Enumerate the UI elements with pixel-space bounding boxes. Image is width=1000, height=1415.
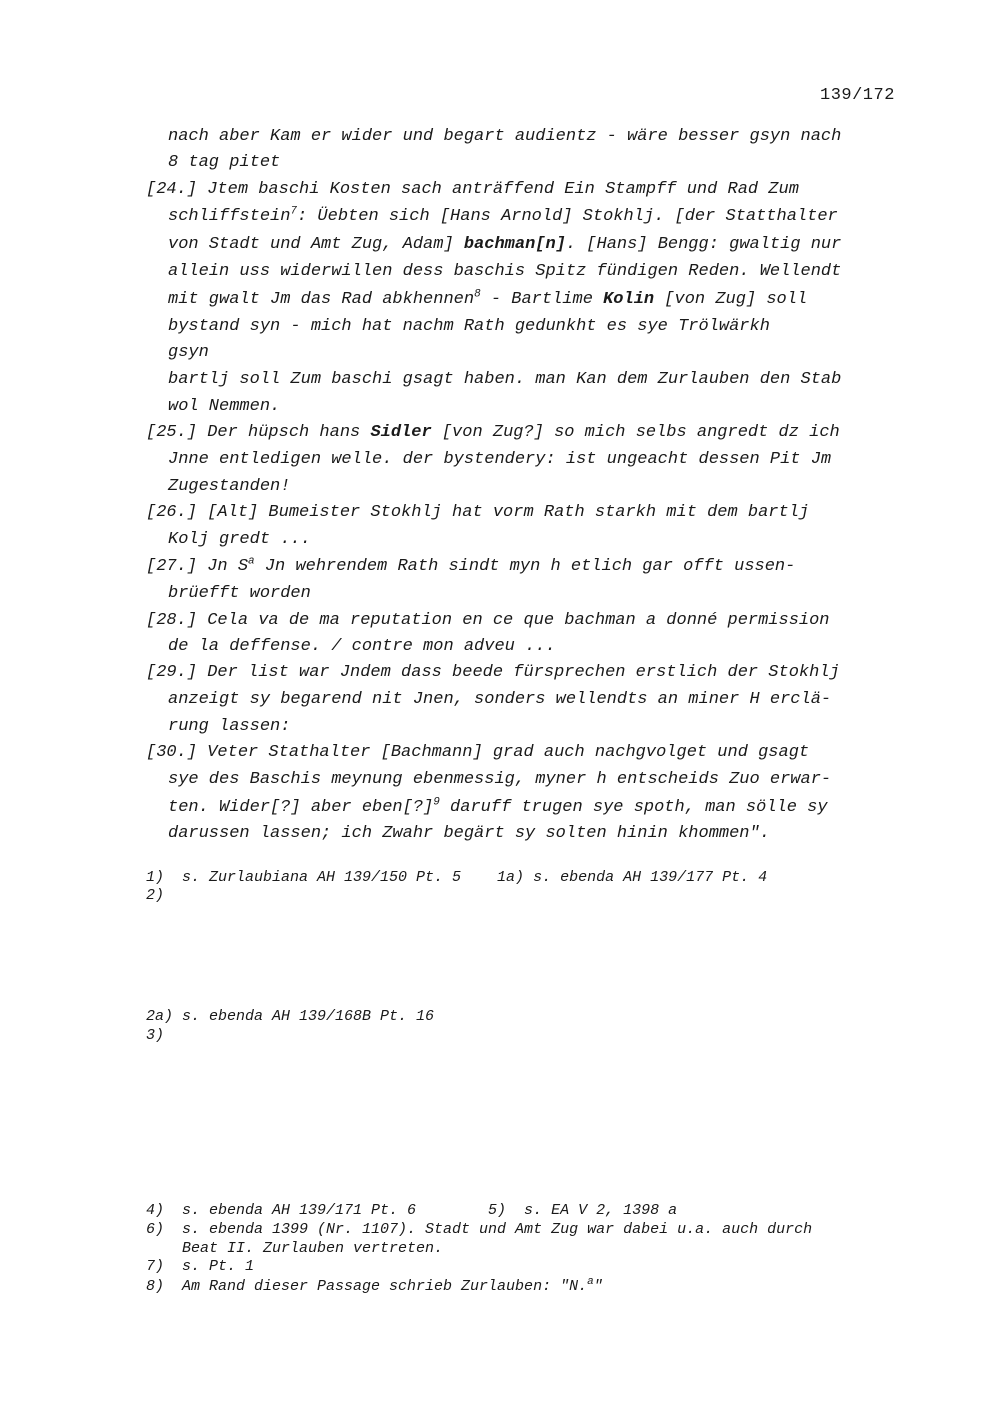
text-line: gsyn (168, 343, 209, 362)
footnote: 2) (146, 887, 165, 904)
text-line: bartlj soll Zum baschi gsagt haben. man Kan dem Zurlauben den Stab (168, 370, 842, 389)
text-span: " (593, 1278, 603, 1295)
footnote (146, 1278, 603, 1296)
text-line (168, 289, 807, 311)
text-span: : Üebten sich [Hans Arnold] Stokhlj. [der Statthalter (297, 207, 838, 226)
text-span: [25.] Der hüpsch hans (146, 423, 371, 442)
text-line: brüefft worden (168, 584, 311, 603)
footnote: 7) s. Pt. 1 (146, 1258, 255, 1275)
text-span: Jn wehrendem Rath sindt myn h etlich gar offt ussen- (254, 557, 796, 576)
footnote: 1) s. Zurlaubiana AH 139/150 Pt. 5 1a) s. ebenda AH 139/177 Pt. 4 (146, 869, 768, 886)
text-line: rung lassen: (168, 717, 291, 736)
text-line: [30.] Veter Stathalter [Bachmann] grad auch nachgvolget und gsagt (146, 743, 810, 762)
text-line: bystand syn - mich hat nachm Rath gedunkht es sye Trölwärkh (168, 317, 770, 336)
text-line (146, 422, 840, 444)
text-line: 8 tag pitet (168, 153, 281, 172)
name-bold: Sidler (370, 423, 432, 442)
text-line: Zugestanden! (168, 477, 291, 496)
text-line: sye des Baschis meynung ebenmessig, myner h entscheids Zuo erwar- (168, 770, 832, 789)
name-bold: bachman[n] (463, 235, 566, 254)
footnote: 3) (146, 1027, 165, 1044)
text-line: anzeigt sy begarend nit Jnen, sonders wellendts an miner H erclä- (168, 690, 832, 709)
text-span: [27.] Jn S (146, 557, 249, 576)
superscript: a (248, 555, 255, 568)
footnote: 6) s. ebenda 1399 (Nr. 1107). Stadt und Amt Zug war dabei u.a. auch durch (146, 1221, 813, 1238)
footnote-ref: 9 (433, 796, 440, 809)
text-span: [von Zug?] so mich selbs angredt dz ich (431, 423, 840, 442)
text-line: [26.] [Alt] Bumeister Stokhlj hat vorm Rath starkh mit dem bartlj (146, 503, 810, 522)
text-line (168, 234, 841, 256)
text-span: [von Zug] soll (654, 290, 808, 309)
footnote-ref: 7 (290, 205, 298, 218)
text-span: daruff trugen sye spoth, man sölle sy (439, 798, 828, 817)
text-span: von Stadt und Amt Zug, Adam] (168, 235, 464, 254)
text-span: ten. Wider[?] aber eben[?] (168, 798, 434, 817)
footnote: 2a) s. ebenda AH 139/168B Pt. 16 (146, 1008, 435, 1025)
text-span: mit gwalt Jm das Rad abkhennen (168, 290, 475, 309)
text-line: Jnne entledigen welle. der bystendery: ist ungeacht dessen Pit Jm (168, 450, 832, 469)
text-span: . [Hans] Bengg: gwaltig nur (565, 235, 842, 254)
text-line: allein uss widerwillen dess baschis Spitz fündigen Reden. Wellendt (168, 262, 842, 281)
name-bold: Kolin (603, 290, 655, 309)
text-line: darussen lassen; ich Zwahr begärt sy solten hinin khommen". (168, 824, 770, 843)
text-line: [28.] Cela va de ma reputation en ce que bachman a donné permission (146, 611, 830, 630)
text-line: de la deffense. / contre mon adveu ... (168, 637, 556, 656)
text-line: [24.] Jtem baschi Kosten sach anträffend Ein Stampff und Rad Zum (146, 180, 799, 199)
text-line (168, 797, 828, 819)
footnote-ref: 8 (474, 288, 481, 301)
page-number: 139/172 (820, 86, 895, 105)
footnote: 4) s. ebenda AH 139/171 Pt. 6 5) s. EA V 2, 1398 a (146, 1202, 678, 1219)
text-span: schliffstein (168, 207, 291, 226)
superscript: a (587, 1276, 594, 1288)
text-line: wol Nemmen. (168, 397, 281, 416)
text-line: [29.] Der list war Jndem dass beede fürsprechen erstlich der Stokhlj (146, 663, 840, 682)
text-span: - Bartlime (480, 290, 604, 309)
footnote: Beat II. Zurlauben vertreten. (146, 1240, 444, 1257)
text-line: Kolj gredt ... (168, 530, 311, 549)
text-span: 8) Am Rand dieser Passage schrieb Zurlauben: "N. (146, 1278, 588, 1295)
text-line: nach aber Kam er wider und begart audientz - wäre besser gsyn nach (168, 127, 842, 146)
text-line (146, 556, 795, 578)
text-line (168, 206, 838, 228)
